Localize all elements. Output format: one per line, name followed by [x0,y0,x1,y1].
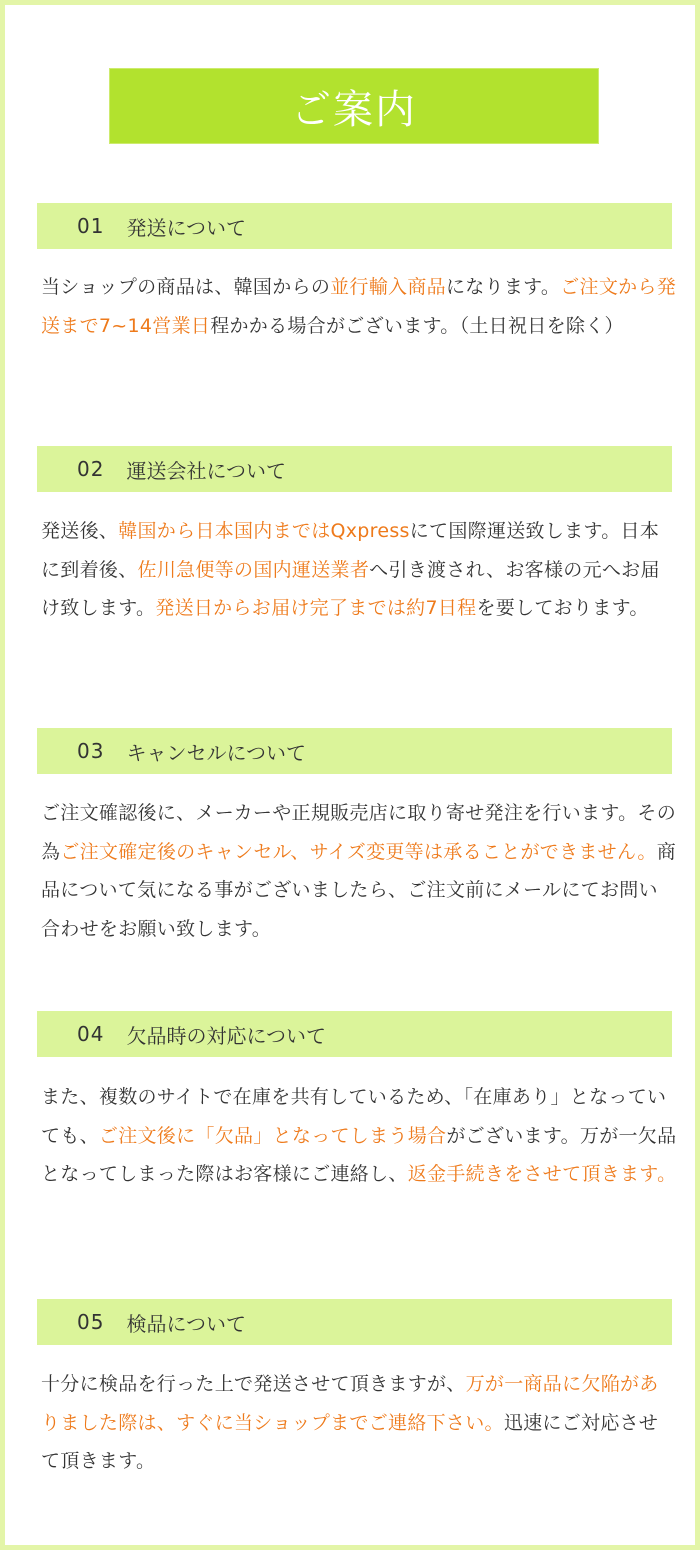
body-text: 程かかる場合がございます。（土日祝日を除く） [210,314,624,337]
page-title: ご案内 [291,86,417,133]
section-body-stockout [41,1078,677,1194]
body-text: がございます。万が一欠品となってしまった際はお客様にご連絡し、 [41,1124,677,1185]
section-heading: 検品について [126,1311,247,1336]
section-number: 04 [77,1022,105,1046]
section-heading: 欠品時の対応について [126,1023,327,1048]
body-text: 発送後、 [41,520,119,542]
body-text: 十分に検品を行った上で発送させて頂きますが、 [41,1373,466,1395]
section-number: 01 [77,214,105,238]
section-heading: 発送について [126,215,247,240]
highlight-text: 韓国から日本国内まではQxpress [118,520,410,542]
highlight-text: 発送日からお届け完了までは約7日程 [155,597,477,619]
section-number: 03 [77,739,105,763]
highlight-text: 万が一商品に欠陥がありました際は、すぐに当ショップまでご連絡下さい。 [41,1373,659,1434]
highlight-text: ご注文確定後のキャンセル、サイズ変更等は承ることができません。 [60,840,657,863]
section-body-inspection [41,1365,677,1481]
section-header-shipping [37,203,672,249]
body-text: にて国際運送致します。日本に到着後、 [41,520,660,581]
highlight-text: ご注文後に「欠品」となってしまう場合 [98,1124,447,1147]
section-header-inspection [37,1299,672,1345]
section-header-stockout [37,1011,672,1057]
section-header-carrier [37,446,672,492]
body-text: 商品について気になる事がございましたら、ご注文前にメールにてお問い合わせをお願い致します。 [41,840,677,940]
body-text: ご注文確認後に、メーカーや正規販売店に取り寄せ発注を行います。その為 [41,802,677,863]
section-body-cancel [41,794,677,948]
section-number: 05 [77,1310,105,1334]
section-number: 02 [77,457,105,481]
body-text: へ引き渡され、お客様の元へお届け致します。 [41,558,660,619]
body-text: また、複数のサイトで在庫を共有しているため、「在庫あり」となっていても、 [41,1086,667,1147]
section-heading: キャンセルについて [126,740,307,765]
section-body-shipping [41,268,677,345]
body-text: 迅速にご対応させて頂きます。 [41,1411,659,1472]
body-text: を要しております。 [476,597,649,619]
highlight-text: 佐川急便等の国内運送業者 [137,558,370,581]
section-heading: 運送会社について [126,458,287,483]
title-banner [109,68,599,144]
section-body-carrier [41,512,677,628]
highlight-text: ご注文から発送まで7~14営業日 [41,276,677,337]
body-text: になります。 [445,276,561,298]
highlight-text: 返金手続きをさせて頂きます。 [407,1163,677,1185]
section-header-cancel [37,728,672,774]
highlight-text: 並行輸入商品 [330,276,446,298]
body-text: 当ショップの商品は、韓国からの [41,276,331,298]
